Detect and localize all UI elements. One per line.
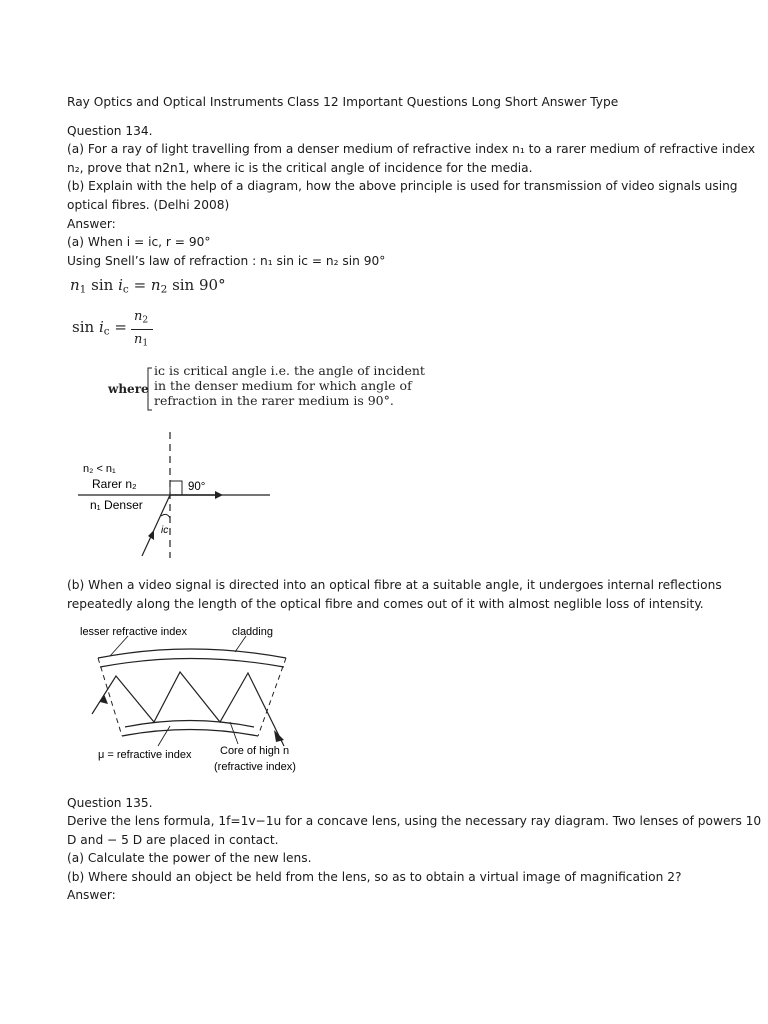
right-angle-marker [170, 481, 182, 495]
eq1-sub2: 2 [160, 283, 168, 296]
fibre-left-edge [98, 658, 122, 736]
answer-label: Answer: [67, 217, 116, 231]
outer-cladding-bottom [122, 730, 258, 737]
question-134-part-b-line2: optical fibres. (Delhi 2008) [67, 198, 230, 212]
question-135-line1: Derive the lens formula, 1f=1v−1u for a concave lens, using the necessary ray diagram. Two lenses of powers 10 [67, 814, 762, 828]
critical-angle-diagram [70, 428, 280, 560]
core-boundary-top [100, 659, 284, 668]
question-134-number: Question 134. [67, 124, 153, 138]
question-135-part-b: (b) Where should an object be held from the lens, so as to obtain a virtual image of magnification 2? [67, 870, 682, 884]
eq1-n2: n [150, 276, 161, 294]
cladding-pointer [235, 636, 246, 652]
angle-arc [161, 514, 170, 518]
eq1-i: i [118, 276, 123, 294]
arrow-head-icon [215, 491, 223, 499]
fraction-bar [131, 329, 153, 330]
lesser-refractive-label: lesser refractive index [80, 626, 187, 638]
question-134-part-b-line1: (b) Explain with the help of a diagram, how the above principle is used for transmission of video signals using [67, 179, 738, 193]
question-135-number: Question 135. [67, 796, 153, 810]
eq1-equals: = [133, 276, 147, 294]
critical-angle-equation [72, 318, 127, 336]
eq2-num: n [134, 309, 143, 324]
cladding-label: cladding [232, 626, 273, 638]
eq1-n1: n [70, 276, 80, 294]
condition-label: n₂ < n₁ [83, 463, 116, 475]
rarer-label: Rarer n₂ [92, 477, 137, 491]
where-line2: in the denser medium for which angle of [154, 378, 412, 393]
answer-part-a: (a) When i = iᴄ, r = 90° [67, 235, 211, 249]
eq2-den-sub: 1 [142, 338, 149, 349]
answer-part-b-line1: (b) When a video signal is directed into an optical fibre at a suitable angle, it undergoes internal reflections [67, 578, 722, 592]
exit-arrow-icon [274, 730, 284, 742]
eq2-num-sub: 2 [142, 315, 149, 326]
ninety-degree-label: 90° [188, 481, 206, 493]
eq1-subc: c [122, 283, 129, 296]
optical-fibre-diagram [70, 618, 320, 778]
question-135-answer-label: Answer: [67, 888, 116, 902]
core-label-line2: (refractive index) [214, 761, 296, 773]
fibre-right-edge [258, 658, 286, 736]
mu-pointer [158, 726, 170, 746]
eq2-i: i [98, 318, 104, 336]
eq2-equals: = [114, 318, 127, 336]
question-134-part-a-line1: (a) For a ray of light travelling from a denser medium of refractive index n₁ to a rarer medium of refractive index [67, 142, 756, 156]
eq2-numerator [134, 309, 148, 324]
eq2-subc: c [103, 325, 110, 338]
where-label: where [108, 382, 149, 396]
outer-cladding-top [98, 649, 286, 658]
core-label-line1: Core of high n [220, 745, 290, 757]
question-135-line2: D and − 5 D are placed in contact. [67, 833, 279, 847]
snell-equation [70, 276, 226, 294]
denser-label: n₁ Denser [90, 498, 143, 512]
question-135-part-a: (a) Calculate the power of the new lens. [67, 851, 312, 865]
incident-arrow-icon [148, 530, 154, 540]
where-line1: iᴄ is critical angle i.e. the angle of incident [154, 363, 425, 378]
answer-part-b-line2: repeatedly along the length of the optical fibre and comes out of it with almost neglible loss of intensity. [67, 597, 704, 611]
eq2-den: n [134, 332, 143, 347]
snell-law-text: Using Snell’s law of refraction : n₁ sin ic = n₂ sin 90° [67, 254, 386, 268]
mu-label: μ = refractive index [98, 749, 192, 761]
question-134-part-a-line2: n₂, prove that n2n1, where iᴄ is the critical angle of incidence for the media. [67, 161, 533, 175]
eq2-denominator [134, 332, 148, 347]
eq1-sub1: 1 [79, 283, 87, 296]
eq1-sin: sin [91, 276, 114, 294]
eq2-sin: sin [72, 318, 95, 336]
page-title: Ray Optics and Optical Instruments Class 12 Important Questions Long Short Answer Type [67, 95, 619, 109]
eq1-tail: sin 90° [172, 276, 226, 294]
where-line3: refraction in the rarer medium is 90°. [154, 393, 394, 408]
core-boundary-bottom [125, 721, 254, 728]
ic-label: iᴄ [161, 525, 169, 536]
